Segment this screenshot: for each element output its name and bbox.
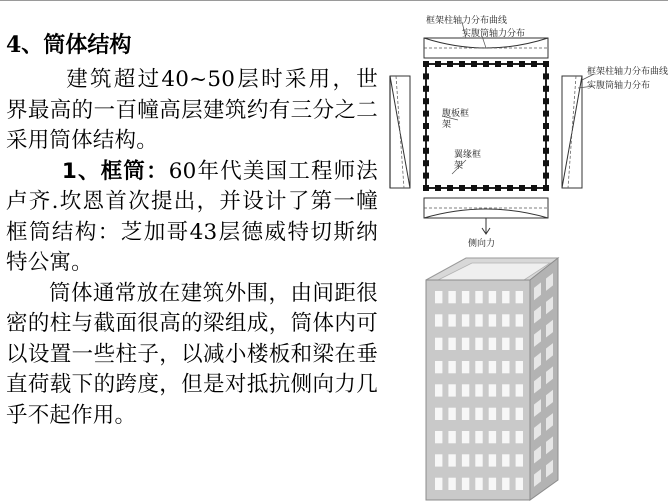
building-window — [475, 361, 482, 373]
plan-column — [471, 61, 477, 67]
plan-column — [423, 135, 429, 141]
building-window — [475, 408, 482, 420]
paragraph-2-lead: 1、框筒： — [61, 158, 169, 184]
building-window — [516, 361, 523, 373]
building-window — [502, 361, 509, 373]
building-window — [516, 431, 523, 443]
building-window — [502, 454, 509, 466]
left-distribution-diagram — [390, 76, 410, 188]
plan-column — [543, 173, 549, 179]
plan-column — [531, 185, 537, 191]
framed-tube-figure — [382, 14, 668, 503]
building-window — [489, 291, 496, 303]
right-distribution-diagram — [562, 74, 594, 188]
plan-column — [519, 185, 525, 191]
flange-frame-label: 翼缘框 — [454, 150, 482, 160]
top-legend-1: 框架柱轴力分布曲线 — [426, 16, 508, 26]
building-window — [435, 408, 442, 420]
building-window — [462, 314, 469, 326]
plan-column — [543, 61, 549, 67]
plan-column — [495, 61, 501, 67]
building-window — [489, 408, 496, 420]
plan-column — [483, 185, 489, 191]
right-legend-1: 框架柱轴力分布曲线 — [587, 67, 668, 77]
building-window — [435, 454, 442, 466]
web-frame-label: 腹板框 — [442, 109, 470, 119]
building-window — [448, 361, 455, 373]
framed-tube-building — [426, 258, 558, 500]
building-window — [462, 478, 469, 490]
figure-svg — [382, 14, 668, 503]
plan-column — [483, 61, 489, 67]
flange-frame-label-2: 架 — [454, 161, 464, 171]
building-window — [502, 291, 509, 303]
building-window — [435, 291, 442, 303]
top-legend-2: 实腹筒轴力分布 — [462, 29, 526, 39]
building-window — [448, 384, 455, 396]
building-window — [462, 454, 469, 466]
building-window — [502, 384, 509, 396]
top-rule — [0, 0, 668, 1]
plan-column — [423, 173, 429, 179]
web-frame-label-2: 架 — [442, 120, 452, 130]
plan-column — [435, 185, 441, 191]
plan-column — [423, 86, 429, 92]
building-window — [448, 478, 455, 490]
building-window — [516, 478, 523, 490]
building-window — [502, 338, 509, 350]
building-window — [435, 361, 442, 373]
plan-column — [543, 73, 549, 79]
building-window — [475, 291, 482, 303]
paragraph-2 — [6, 157, 378, 279]
top-distribution-diagram — [424, 22, 548, 58]
building-window — [489, 478, 496, 490]
building-window — [462, 384, 469, 396]
building-window — [475, 478, 482, 490]
plan-column — [447, 185, 453, 191]
text-column — [6, 29, 378, 431]
building-window — [435, 314, 442, 326]
plan-column — [531, 61, 537, 67]
building-window — [502, 314, 509, 326]
paragraph-2-text: 60年代美国工程师法卢齐.坎恩首次提出，并设计了第一幢框筒结构：芝加哥43层德威特切斯纳特公寓。 — [6, 158, 379, 275]
building-window — [516, 384, 523, 396]
lateral-force-label: 侧向力 — [468, 239, 496, 249]
paragraph-3 — [6, 279, 378, 432]
plan-column — [471, 185, 477, 191]
building-window — [462, 338, 469, 350]
plan-column — [423, 61, 429, 67]
plan-column — [543, 185, 549, 191]
building-window — [516, 454, 523, 466]
building-window — [475, 384, 482, 396]
building-window — [489, 361, 496, 373]
building-window — [435, 431, 442, 443]
plan-column — [543, 98, 549, 104]
plan-column — [423, 148, 429, 154]
building-window — [435, 338, 442, 350]
section-number: 4、 — [6, 32, 44, 58]
building-window — [435, 384, 442, 396]
building-window — [435, 478, 442, 490]
plan-column — [447, 61, 453, 67]
plan-column — [423, 98, 429, 104]
building-window — [475, 314, 482, 326]
building-window — [475, 338, 482, 350]
building-window — [516, 314, 523, 326]
building-window — [448, 291, 455, 303]
building-window — [489, 431, 496, 443]
building-window — [502, 431, 509, 443]
building-window — [489, 454, 496, 466]
building-window — [462, 431, 469, 443]
building-window — [448, 431, 455, 443]
building-window — [462, 291, 469, 303]
right-legend-2: 实腹筒轴力分布 — [587, 81, 651, 91]
plan-column — [423, 111, 429, 117]
building-window — [516, 291, 523, 303]
section-heading — [6, 29, 378, 61]
plan-column — [519, 61, 525, 67]
plan-column — [543, 123, 549, 129]
plan-column — [435, 61, 441, 67]
paragraph-1-text: 建筑超过40~50层时采用，世界最高的一百幢高层建筑约有三分之二采用筒体结构。 — [6, 67, 378, 153]
building-window — [489, 338, 496, 350]
plan-column — [459, 61, 465, 67]
plan-column — [495, 185, 501, 191]
plan-column — [543, 160, 549, 166]
plan-column — [423, 73, 429, 79]
building-window — [475, 454, 482, 466]
plan-column — [459, 185, 465, 191]
plan-column — [507, 61, 513, 67]
plan-column — [543, 111, 549, 117]
section-title: 筒体结构 — [43, 32, 132, 58]
building-window — [475, 431, 482, 443]
building-window — [448, 408, 455, 420]
plan-column — [543, 135, 549, 141]
paragraph-1 — [6, 65, 378, 157]
plan-column — [543, 86, 549, 92]
building-window — [448, 314, 455, 326]
building-window — [502, 478, 509, 490]
building-window — [516, 338, 523, 350]
paragraph-3-text: 筒体通常放在建筑外围，由间距很密的柱与截面很高的梁组成，筒体内可以设置一些柱子，以减小楼板和梁在垂直荷载下的跨度，但是对抵抗侧向力几乎不起作用。 — [6, 280, 378, 428]
plan-column — [507, 185, 513, 191]
building-window — [448, 454, 455, 466]
building-window — [516, 408, 523, 420]
building-window — [462, 408, 469, 420]
bottom-distribution-diagram — [424, 198, 548, 234]
building-window — [448, 338, 455, 350]
building-window — [502, 408, 509, 420]
plan-column — [423, 123, 429, 129]
plan-column — [543, 148, 549, 154]
building-window — [489, 314, 496, 326]
building-window — [489, 384, 496, 396]
plan-column — [423, 185, 429, 191]
plan-column — [423, 160, 429, 166]
building-window — [462, 361, 469, 373]
